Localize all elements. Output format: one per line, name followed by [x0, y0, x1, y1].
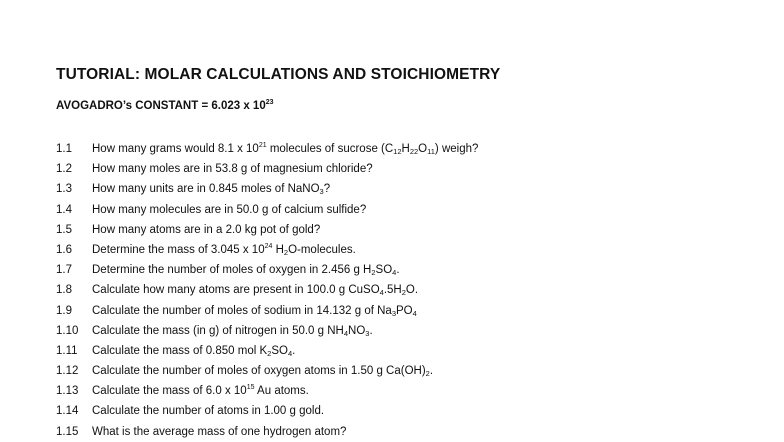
question-item: [56, 240, 776, 260]
text-run: PO: [395, 304, 413, 317]
text-run: How many atoms are in a 2.0 kg pot of gold?: [92, 223, 321, 236]
question-text: [92, 422, 346, 442]
text-run: Determine the number of moles of oxygen in 2.456 g H: [92, 264, 372, 277]
question-text: [92, 381, 309, 401]
question-text: [92, 240, 356, 260]
subscript: 4: [392, 268, 397, 278]
question-item: [56, 139, 776, 159]
subscript: 4: [287, 348, 293, 358]
question-text: [92, 321, 373, 341]
question-text: [92, 341, 295, 361]
subscript: 2: [283, 247, 289, 257]
question-number: 1.15: [56, 425, 79, 438]
question-item: [56, 280, 776, 300]
question-number: 1.11: [56, 344, 78, 357]
text-run: .5H: [383, 284, 402, 297]
text-run: .: [292, 344, 296, 357]
question-item: [56, 260, 776, 280]
question-number: 1.3: [56, 183, 72, 196]
avogadro-constant: [56, 100, 274, 112]
text-run: SO: [375, 264, 393, 277]
subscript: 3: [391, 308, 396, 318]
text-run: SO: [271, 344, 288, 357]
question-number: 1.6: [56, 243, 72, 256]
question-text: [92, 260, 400, 280]
subscript: 22: [409, 147, 419, 156]
question-number: 1.8: [56, 284, 72, 297]
subscript: 4: [412, 308, 417, 318]
subscript: 2: [267, 348, 272, 358]
subscript: 3: [365, 328, 370, 338]
question-text: [92, 361, 433, 381]
text-run: What is the average mass of one hydrogen atom?: [92, 425, 347, 438]
question-item: [56, 321, 776, 341]
question-text: [92, 301, 417, 321]
question-number: 1.13: [56, 385, 79, 398]
text-run: How many units are in 0.845 moles of NaNO: [92, 183, 320, 196]
question-item: [56, 381, 776, 401]
text-run: O-molecules.: [288, 243, 356, 256]
subscript: 4: [379, 288, 384, 298]
text-run: NO: [348, 324, 366, 337]
question-item: [56, 159, 776, 179]
question-text: [92, 179, 330, 199]
question-number: 1.10: [56, 324, 79, 337]
question-number: 1.2: [56, 163, 72, 176]
question-item: [56, 179, 776, 199]
text-run: .: [396, 264, 400, 277]
text-run: ?: [323, 183, 331, 196]
text-run: Calculate the mass (in g) of nitrogen in 50.0 g NH: [92, 324, 344, 337]
question-item: [56, 220, 776, 240]
text-run: .: [369, 324, 373, 337]
question-text: [92, 159, 373, 179]
text-run: How many molecules are in 50.0 g of calcium sulfide?: [92, 203, 367, 216]
question-text: [92, 200, 366, 220]
text-run: O.: [405, 284, 419, 297]
subscript: 11: [427, 147, 435, 156]
question-number: 1.14: [56, 405, 79, 418]
question-number: 1.4: [56, 203, 72, 216]
text-run: Calculate the mass of 6.0 x 10: [92, 385, 247, 398]
question-item: [56, 341, 776, 361]
text-run: Au atoms.: [254, 385, 309, 398]
text-run: Calculate how many atoms are present in 100.0 g CuSO: [92, 284, 380, 297]
superscript: 24: [264, 242, 273, 250]
page-title: TUTORIAL: MOLAR CALCULATIONS AND STOICHIOMETRY: [56, 66, 501, 83]
subscript: 4: [343, 328, 349, 338]
question-number: 1.12: [56, 365, 79, 378]
question-number: 1.1: [56, 143, 72, 155]
subscript: 2: [371, 268, 376, 278]
question-item: [56, 422, 776, 442]
question-text: [92, 280, 418, 300]
text-run: Calculate the number of atoms in 1.00 g gold.: [92, 405, 325, 418]
subscript: 3: [319, 187, 324, 197]
question-item: [56, 200, 776, 220]
question-number: 1.5: [56, 223, 72, 236]
text-run: How many moles are in 53.8 g of magnesium chloride?: [92, 163, 373, 176]
subscript: 2: [401, 288, 406, 298]
text-run: Calculate the number of moles of oxygen atoms in 1.50 g Ca(OH): [92, 365, 426, 378]
superscript: 15: [246, 384, 255, 392]
question-item: [56, 401, 776, 421]
text-run: ) weigh?: [434, 143, 479, 155]
question-text: [92, 220, 320, 240]
text-run: Calculate the mass of 0.850 mol K: [92, 344, 268, 357]
superscript: 21: [258, 142, 267, 149]
question-text: [92, 401, 324, 421]
question-item: [56, 301, 776, 321]
text-run: Calculate the number of moles of sodium in 14.132 g of Na: [92, 304, 392, 317]
text-run: H: [272, 243, 284, 256]
question-number: 1.9: [56, 304, 72, 317]
text-run: H: [401, 143, 410, 155]
avogadro-constant-exponent: 23: [265, 99, 274, 106]
question-item: [56, 361, 776, 381]
text-run: O: [418, 143, 428, 155]
text-run: How many grams would 8.1 x 10: [92, 143, 259, 155]
subscript: 2: [425, 369, 430, 379]
subscript: 12: [393, 147, 402, 156]
avogadro-constant-label: AVOGADRO’s CONSTANT = 6.023 x 10: [56, 100, 266, 112]
question-text: [92, 139, 478, 159]
text-run: molecules of sucrose (C: [266, 143, 394, 155]
text-run: Determine the mass of 3.045 x 10: [92, 243, 265, 256]
question-number: 1.7: [56, 264, 72, 277]
question-list: [56, 139, 776, 442]
text-run: .: [429, 365, 434, 378]
